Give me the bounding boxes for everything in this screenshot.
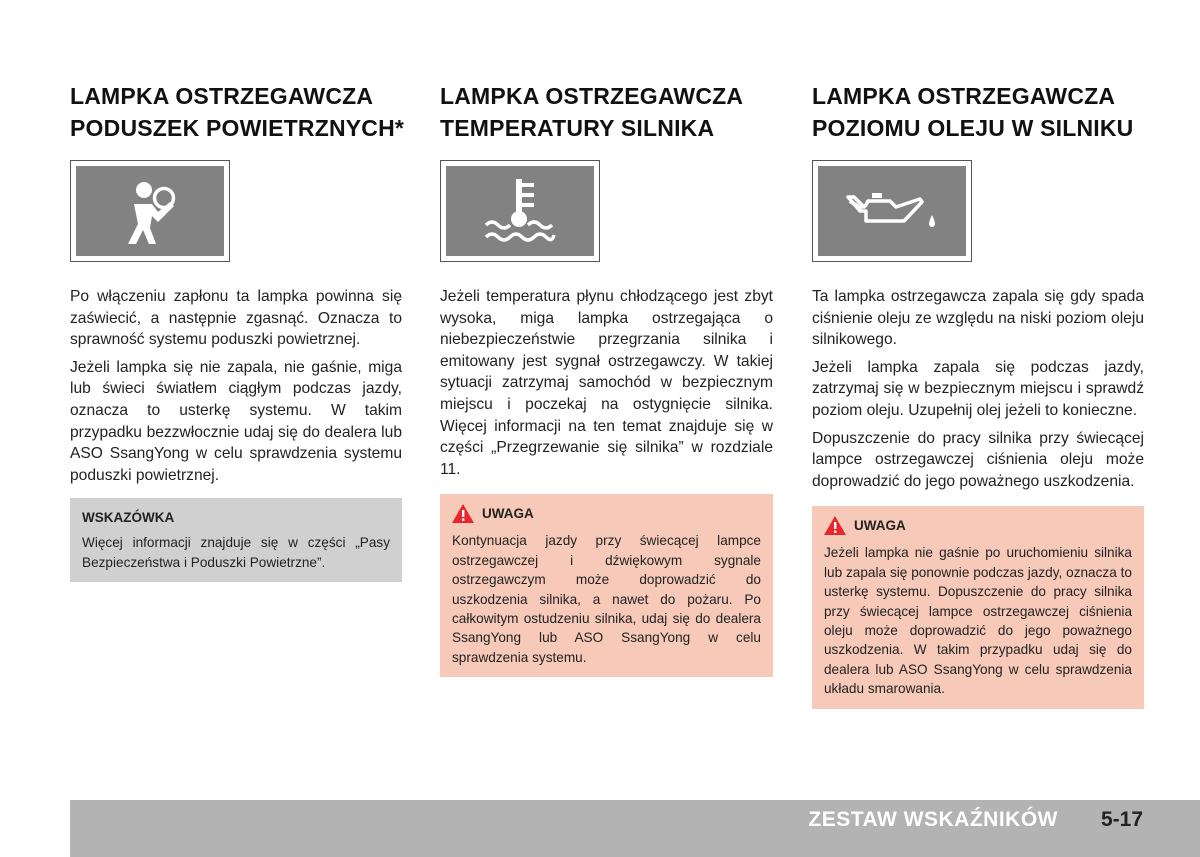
warning-title: UWAGA — [854, 518, 906, 534]
section-body — [812, 286, 1144, 492]
note-text: Więcej informacji znajduje się w części „Pasy Bezpieczeństwa i Poduszki Powietrzne”. — [82, 535, 390, 570]
paragraph: Po włączeniu zapłonu ta lampka powinna się zaświecić, a następnie zgasnąć. Oznacza to sprawność systemu poduszki powietrznej. — [70, 288, 402, 349]
section-title: LAMPKA OSTRZEGAWCZA POZIOMU OLEJU W SILNIKU — [812, 83, 1134, 141]
warning-title: UWAGA — [482, 506, 534, 522]
airbag-warning-icon — [112, 176, 188, 246]
engine-temperature-section — [440, 80, 773, 677]
oil-level-icon — [844, 187, 940, 235]
airbag-icon-box — [70, 160, 230, 262]
airbag-warning-section — [70, 80, 405, 582]
warning-box — [440, 494, 773, 677]
coolant-icon-box — [440, 160, 600, 262]
warning-text: Jeżeli lampka nie gaśnie po uruchomieniu silnika lub zapala się ponownie podczas jazdy, oznacza to usterkę systemu. Dopuszczenie do pracy silnika przy świecącej lampce ostrzegawczej ciśnienia oleju może doprowadzić do jego poważnego uszkodzenia. W takim przypadku udaj się do dealera lub ASO SsangYong w celu sprawdzenia układu smarowania. — [824, 545, 1132, 697]
coolant-temperature-icon — [480, 177, 560, 245]
paragraph: Jeżeli temperatura płynu chłodzącego jest zbyt wysoka, miga lampka ostrzegająca o niebezpieczeństwie przegrzania silnika i emitowany jest sygnał ostrzegawczy. W takiej sytuacji zatrzymaj samochód w bezpiecznym miejscu i poczekaj na ostygnięcie silnika. Więcej informacji na ten temat znajduje się w części „Przegrzewanie się silnika” w rozdziale 11. — [440, 288, 773, 478]
paragraph: Dopuszczenie do pracy silnika przy świecącej lampce ostrzegawczej ciśnienia oleju może doprowadzić do jego poważnego uszkodzenia. — [812, 429, 1144, 490]
note-box — [70, 498, 402, 582]
warning-triangle-icon — [824, 516, 846, 535]
paragraph: Jeżeli lampka się nie zapala, nie gaśnie, miga lub świeci światłem ciągłym podczas jazdy, oznacza to usterkę systemu. W takim przypadku bezzwłocznie udaj się do dealera lub ASO SsangYong w celu sprawdzenia systemu poduszki powietrznej. — [70, 358, 402, 484]
oil-level-section — [812, 80, 1144, 709]
oil-icon-box — [812, 160, 972, 262]
section-body — [70, 286, 402, 486]
chapter-title: ZESTAW WSKAŹNIKÓW — [808, 808, 1058, 831]
section-title: LAMPKA OSTRZEGAWCZA PODUSZEK POWIETRZNYCH* — [70, 83, 405, 141]
section-body — [440, 286, 773, 480]
section-title: LAMPKA OSTRZEGAWCZA TEMPERATURY SILNIKA — [440, 83, 744, 141]
warning-box — [812, 506, 1144, 708]
note-title: WSKAZÓWKA — [82, 510, 175, 526]
page-number: 5-17 — [1100, 808, 1143, 831]
warning-triangle-icon — [452, 504, 474, 523]
paragraph: Ta lampka ostrzegawcza zapala się gdy spada ciśnienie oleju ze względu na niski poziom oleju silnikowego. — [812, 288, 1144, 349]
warning-text: Kontynuacja jazdy przy świecącej lampce ostrzegawczej i dźwiękowym sygnale ostrzegawczym może doprowadzić do uszkodzenia silnika, a nawet do pożaru. Po całkowitym ostudzeniu silnika, udaj się do dealera SsangYong lub ASO SsangYong w celu sprawdzenia systemu. — [452, 533, 761, 665]
paragraph: Jeżeli lampka zapala się podczas jazdy, zatrzymaj się w bezpiecznym miejscu i sprawdź poziom oleju. Uzupełnij olej jeżeli to konieczne. — [812, 358, 1144, 419]
page-footer — [70, 800, 1200, 857]
